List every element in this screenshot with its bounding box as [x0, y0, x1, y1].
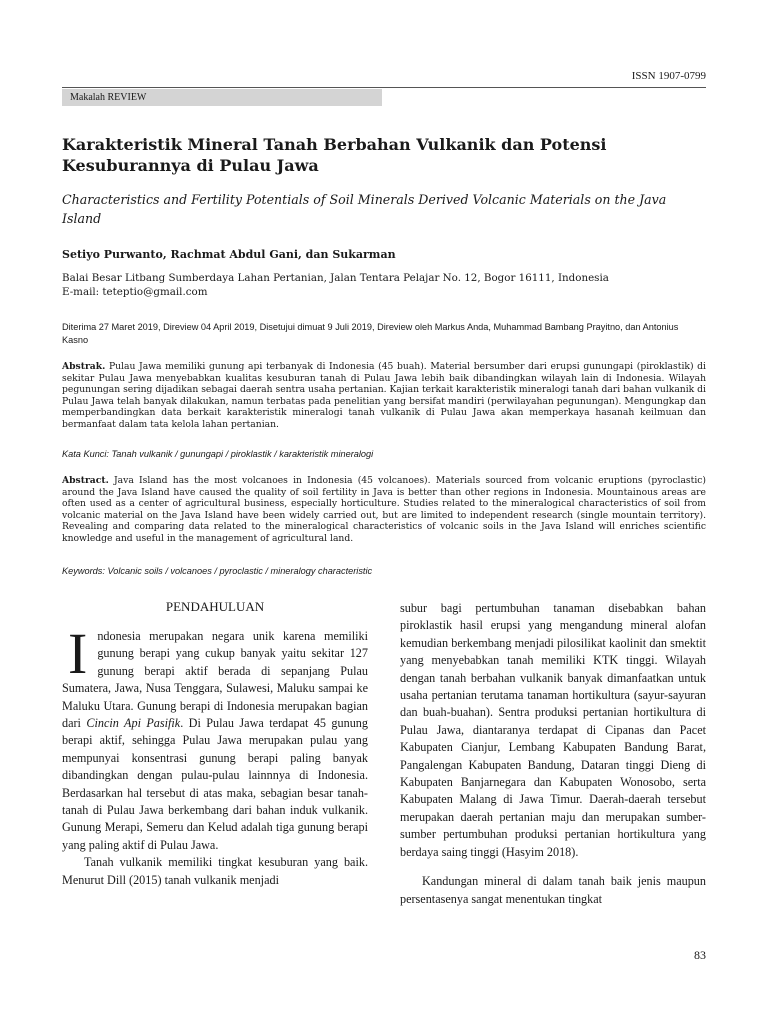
drop-cap: I — [68, 621, 88, 686]
article-type-label: Makalah REVIEW — [62, 89, 382, 106]
body-column-right — [400, 600, 706, 908]
abstract-text: Java Island has the most volcanoes in Indonesia (45 volcanoes). Materials sourced from volcanic eruptions (pyroclastic) around the Java Island have caused the quality of soil fertility in Java is better than other regions in Indonesia. Mountainous areas are often used as a center of agricultural business, especially horticulture. Studies related to the mineralogical characteristics of soil from volcanic material on the Java Island have been widely carried out, but are limited to independent research (single mountain territory). Revealing and comparing data related to the mineralogical characteristics of volcanic soils in the Java Island will enriches scientific knowledge and useful in the management of agricultural land. — [62, 475, 706, 544]
page-number: 83 — [694, 948, 706, 962]
contact-email: E-mail: teteptio@gmail.com — [62, 286, 208, 298]
keywords: Keywords: Volcanic soils / volcanoes / pyroclastic / mineralogy characteristic — [62, 566, 373, 576]
header-rule — [62, 87, 706, 88]
abstract-label: Abstract. — [62, 475, 109, 486]
section-heading: PENDAHULUAN — [165, 599, 265, 614]
author-list: Setiyo Purwanto, Rachmat Abdul Gani, dan Sukarman — [62, 248, 396, 261]
abstrak-paragraph — [62, 361, 706, 431]
affiliation: Balai Besar Litbang Sumberdaya Lahan Pertanian, Jalan Tentara Pelajar No. 12, Bogor 16111, Indonesia — [62, 272, 609, 284]
abstract-paragraph — [62, 475, 706, 545]
intro-paragraph-2: Tanah vulkanik memiliki tingkat kesuburan yang baik. Menurut Dill (2015) tanah vulkanik menjadi — [62, 855, 368, 887]
kata-kunci: Kata Kunci: Tanah vulkanik / gunungapi / piroklastik / karakteristik mineralogi — [62, 449, 374, 459]
abstrak-text: Pulau Jawa memiliki gunung api terbanyak di Indonesia (45 buah). Material bersumber dari erupsi gunungapi (piroklastik) di sekitar Pulau Jawa menyebabkan kualitas kesuburan tanah di Pulau Jawa lebih baik dibandingkan wilayah lain di Indonesia. Wilayah pegunungan sering dijadikan sebagai daerah sentra usaha pertanian. Kajian terkait karakteristik mineralogi tanah dari bahan vulkanik di Pulau Jawa telah banyak dilakukan, namun terbatas pada penelitian yang bersifat mandiri (perwilayahan pegunungan). Mengungkap dan memperbandingkan data berkait karakteristik mineralogi tanah vulkanik di Pulau Jawa akan memperkaya hasanah keilmuan dan bermanfaat dalam tata kelola lahan pertanian. — [62, 361, 706, 430]
intro-text-b: . Di Pulau Jawa terdapat 45 gunung berapi aktif, sehingga Pulau Jawa merupakan pulau yang mempunyai konsentrasi gunung berapi paling banyak dibandingkan dengan pulau-pulau lainnnya di Indonesia. Berdasarkan hal tersebut di atas maka, sebagian besar tanah-tanah di Pulau Jawa berkembang dari bahan induk vulkanik. Gunung Merapi, Semeru dan Kelud adalah tiga gunung berapi yang paling aktif di Pulau Jawa. — [62, 716, 368, 852]
affiliation-block — [62, 271, 706, 299]
article-subtitle-english: Characteristics and Fertility Potentials of Soil Minerals Derived Volcanic Materials on the Java Island — [62, 192, 667, 226]
right-paragraph-1: subur bagi pertumbuhan tanaman disebabkan bahan piroklastik hasil erupsi yang mengandung mineral alofan kemudian berkembang menjadi pilosilikat kaolinit dan smektit yang menyebabkan tanah memiliki KTK tinggi. Wilayah dengan tanah berbahan vulkanik banyak dimanfaatkan untuk usaha pertanian terutama tanaman hortikultura (sayur-sayuran dan buah-buahan). Sentra produksi pertanian hortikultura di Pulau Jawa, diantaranya terdapat di Cipanas dan Pacet Kabupaten Cianjur, Lembang Kabupaten Bandung Barat, Pangalengan Kabupaten Bandung, Dataran tinggi Dieng di Kabupaten Banjarnegara dan Kabupaten Wonosobo, serta Kabupaten Malang di Jawa Timur. Daerah-daerah tersebut merupakan daerah pertanian maju dan merupakan sumber-sumber pertumbuhan produksi pertanian hortikultura yang berdaya saing tinggi (Hasyim 2018). — [400, 601, 706, 859]
body-column-left — [62, 600, 368, 889]
intro-italic-term: Cincin Api Pasifik — [86, 716, 181, 731]
abstrak-label: Abstrak. — [62, 361, 106, 372]
right-paragraph-2: Kandungan mineral di dalam tanah baik jenis maupun persentasenya sangat menentukan tingkat — [400, 874, 706, 906]
issn-number: ISSN 1907-0799 — [631, 70, 706, 82]
submission-dates: Diterima 27 Maret 2019, Direview 04 April 2019, Disetujui dimuat 9 Juli 2019, Direview oleh Markus Anda, Muhammad Bambang Prayitno, dan Antonius Kasno — [62, 322, 679, 345]
article-title: Karakteristik Mineral Tanah Berbahan Vulkanik dan Potensi Kesuburannya di Pulau Jawa — [62, 135, 607, 175]
intro-text-a: ndonesia merupakan negara unik karena memiliki gunung berapi yang cukup banyak yaitu sekitar 127 gunung berapi aktif berada di sepanjang Pulau Sumatera, Jawa, Nusa Tenggara, Sulawesi, Maluku sampai ke Maluku Utara. Gunung berapi di Indonesia merupakan bagian dari — [62, 629, 368, 731]
intro-paragraph-1 — [62, 621, 368, 854]
